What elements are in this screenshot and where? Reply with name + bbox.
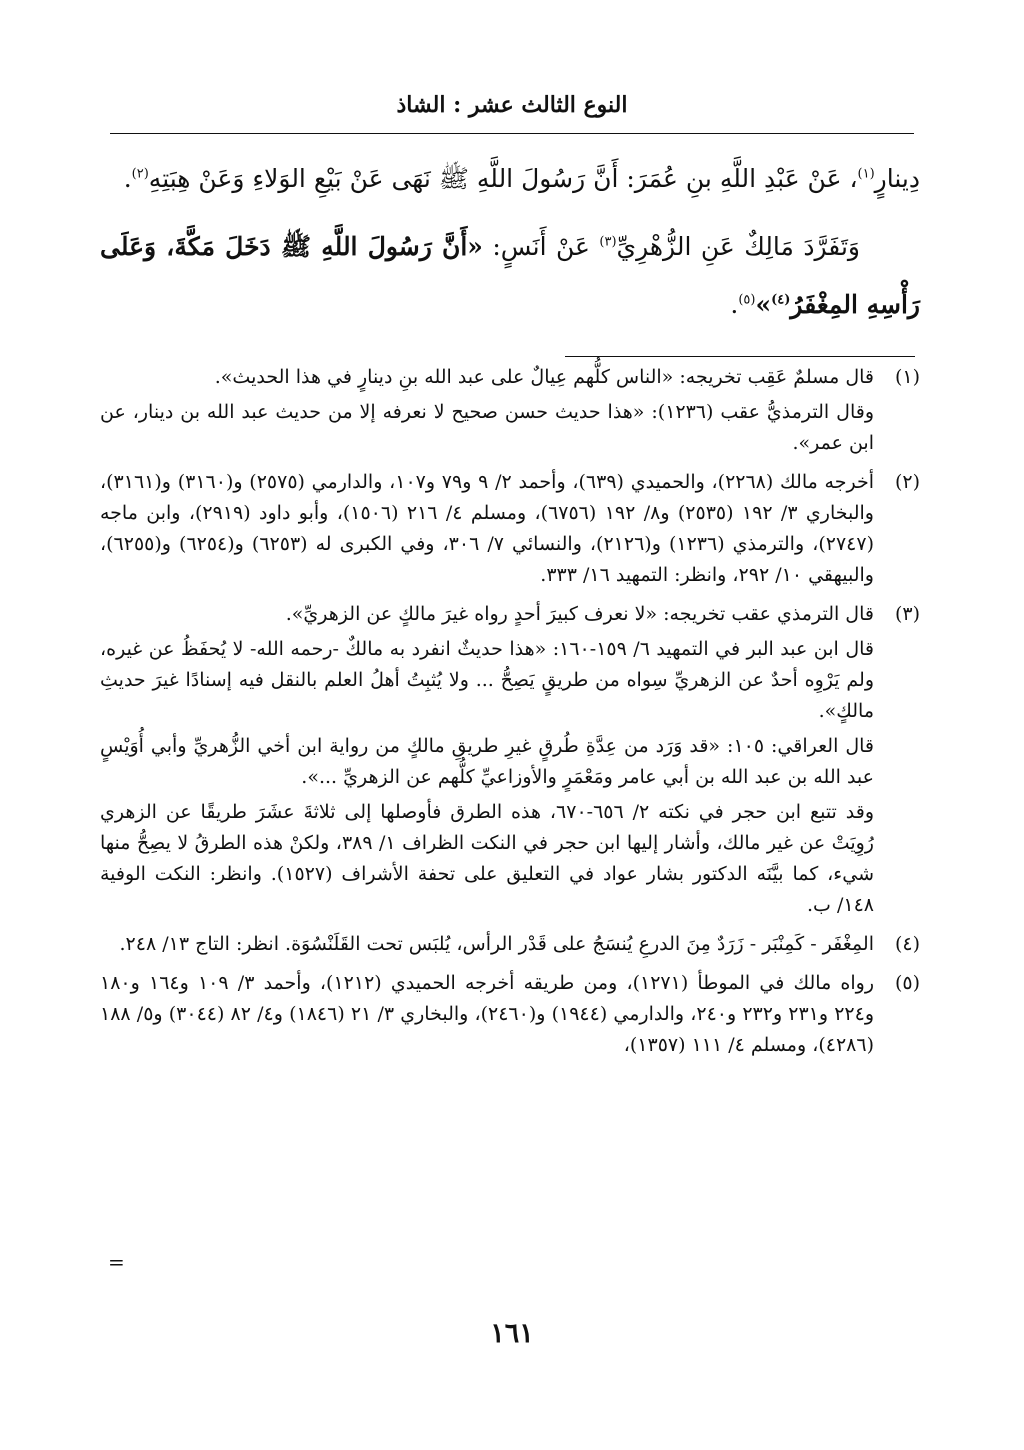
footnote-3	[100, 599, 920, 921]
footnote-text: قال مسلمٌ عَقِب تخريجه: «الناس كلُّهم عِيالٌ على عبد الله بنِ دينارٍ في هذا الحديث».	[214, 366, 874, 388]
header-rule	[110, 133, 914, 134]
footnote-text: المِغْفَر - كَمِنْبَر - زَرَدٌ مِنَ الدرعِ يُنسَجُ على قَدْر الرأس، يُلبَس تحت القَلَنْسُوَة. انظر: التاج ١٣/ ٢٤٨.	[119, 933, 874, 955]
footnote-number: (٤)	[894, 933, 920, 955]
continuation-mark: =	[108, 1250, 125, 1274]
footnote-2	[100, 467, 920, 591]
footnote-rule	[565, 356, 915, 357]
footnote-text: قال ابن عبد البر في التمهيد ٦/ ١٥٩-١٦٠: «هذا حديثٌ انفرد به مالكٌ -رحمه الله- لا يُحفَظُ عن غيره، ولم يَرْوِه أحدٌ عن الزهريِّ سِواه من طريقٍ يَصِحُّ ... ولا يُثبِتُ أهلُ العلم بالنقل فيه إسنادًا غيرَ حديثِ مالكٍ».	[100, 638, 874, 722]
footnote-number: (٣)	[894, 603, 920, 625]
main-text	[100, 150, 920, 344]
page-number: ١٦١	[490, 1318, 534, 1349]
footnote-number: (٢)	[894, 471, 920, 493]
main-paragraph-1: دِينارٍ$^{(١)}$، عَنْ عَبْدِ اللَّهِ بنِ عُمَرَ: أَنَّ رَسُولَ اللَّهِ ﷺ نَهَى عَنْ بَيْعِ الوَلاءِ وَعَنْ هِبَتِهِ$^{(٢)}$.	[123, 164, 920, 193]
footnote-ref-4[interactable]: (٤)	[771, 292, 791, 308]
footnotes	[100, 362, 920, 1069]
footnote-5	[100, 968, 920, 1061]
footnote-text: أخرجه مالك (٢٢٦٨)، والحميدي (٦٣٩)، وأحمد ٢/ ٩ و٧٩ و١٠٧، والدارمي (٢٥٧٥) و(٣١٦٠) و(٣١٦١)، والبخاري ٣/ ١٩٢ (٢٥٣٥) و٨/ ١٩٢ (٦٧٥٦)، ومسلم ٤/ ٢١٦ (١٥٠٦)، وأبو داود (٢٩١٩)، وابن ماجه (٢٧٤٧)، والترمذي (١٢٣٦) و(٢١٢٦)، والنسائي ٧/ ٣٠٦، وفي الكبرى له (٦٢٥٣) و(٦٢٥٤) و(٦٢٥٥)، والبيهقي ١٠/ ٢٩٢، وانظر: التمهيد ١٦/ ٣٣٣.	[100, 471, 874, 586]
footnote-1	[100, 362, 920, 459]
footnote-text: رواه مالك في الموطأ (١٢٧١)، ومن طريقه أخرجه الحميدي (١٢١٢)، وأحمد ٣/ ١٠٩ و١٦٤ و١٨٠ و٢٢٤ و٢٣١ و٢٣٢ و٢٤٠، والدارمي (١٩٤٤) و(٢٤٦٠)، والبخاري ٣/ ٢١ (١٨٤٦) و٤/ ٨٢ (٣٠٤٤) و٥/ ١٨٨ (٤٢٨٦)، ومسلم ٤/ ١١١ (١٣٥٧)،	[100, 972, 875, 1056]
footnote-ref-5[interactable]: (٥)	[738, 292, 756, 308]
running-header: النوع الثالث عشر : الشاذ	[396, 92, 628, 118]
footnote-number: (٥)	[894, 972, 920, 994]
footnote-number: (١)	[894, 366, 920, 388]
footnote-text: وقد تتبع ابن حجر في نكته ٢/ ٦٥٦-٦٧٠، هذه الطرق فأوصلها إلى ثلاثةَ عشَرَ طريقًا عن الزهري رُوِيَتْ عن غير مالك، وأشار إليها ابن حجر في النكت الظراف ١/ ٣٨٩، ولكنْ هذه الطرقُ لا يصِحُّ منها شيء، كما بيَّنَه الدكتور بشار عواد في التعليق على تحفة الأشراف (١٥٢٧). وانظر: النكت الوفية ١٤٨/ ب.	[100, 801, 874, 916]
hadith-quote: «أَنَّ رَسُولَ اللَّهِ ﷺ دَخَلَ مَكَّةَ، وَعَلَى رَأْسِهِ المِغْفَرُ$^{(٤)}$»	[100, 232, 920, 319]
footnote-ref-2[interactable]: (٢)	[131, 166, 149, 182]
main-paragraph-2: وَتَفَرَّدَ مَالِكٌ عَنِ الزُّهْرِيِّ$^{(٣)}$ عَنْ أَنَسٍ: «أَنَّ رَسُولَ اللَّهِ ﷺ دَخَلَ مَكَّةَ، وَعَلَى رَأْسِهِ المِغْفَرُ$^{(٤)}$»$^{(٥)}$.	[100, 232, 920, 319]
footnote-ref-3[interactable]: (٣)	[599, 234, 617, 250]
footnote-text: وقال الترمذيُّ عقب (١٢٣٦): «هذا حديث حسن صحيح لا نعرفه إلا من حديث عبد الله بن دينار، عن ابن عمر».	[100, 401, 874, 454]
footnote-ref-1[interactable]: (١)	[857, 166, 875, 182]
footnote-text: قال العراقي: ١٠٥: «قد وَرَد من عِدَّةِ طُرقٍ غيرِ طريقِ مالكٍ من رواية ابن أخي الزُّهريِّ وأبي أُوَيْسٍ عبد الله بن عبد الله بن أبي عامر ومَعْمَرٍ والأوزاعيِّ كلُّهم عن الزهريِّ ...».	[100, 735, 874, 788]
footnote-4	[100, 929, 920, 960]
footnote-text: قال الترمذي عقب تخريجه: «لا نعرف كبيرَ أحدٍ رواه غيرَ مالكٍ عن الزهريِّ».	[285, 603, 874, 625]
